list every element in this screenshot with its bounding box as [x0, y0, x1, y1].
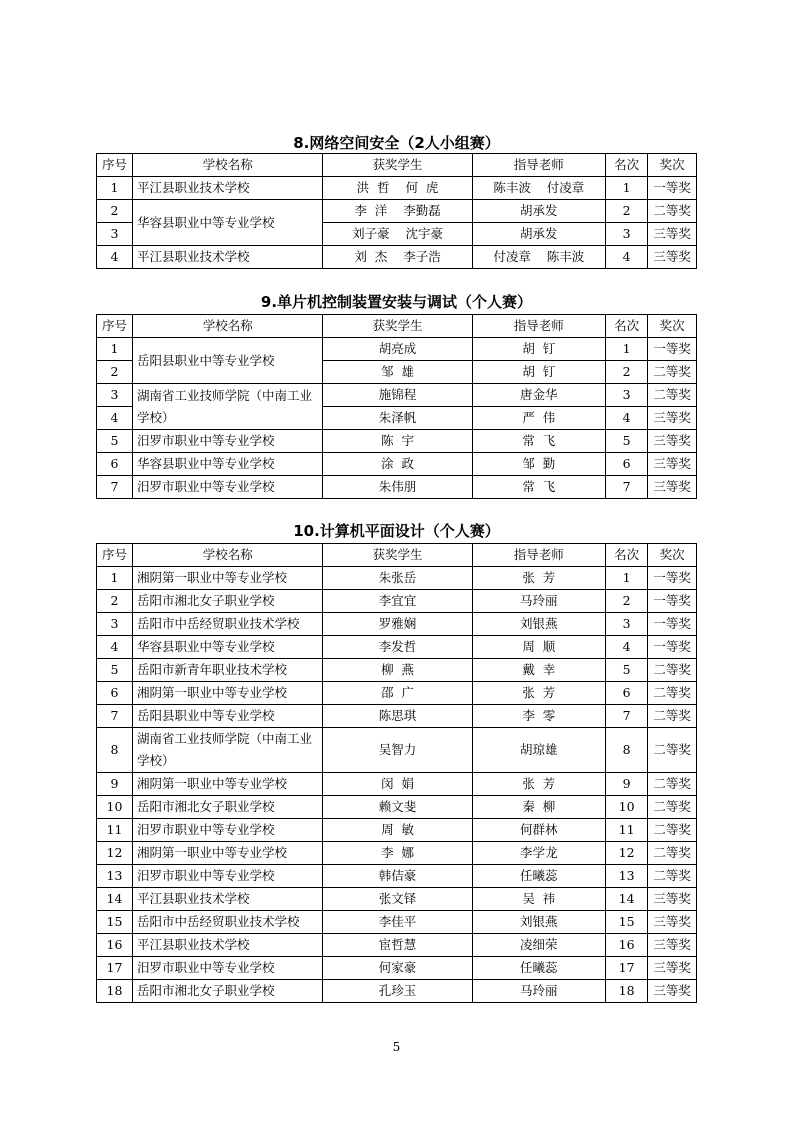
cell-students: 刘 杰 李子浩 — [323, 246, 472, 269]
cell-teachers: 李 零 — [472, 705, 605, 728]
cell-students: 李佳平 — [323, 911, 472, 934]
cell-students: 朱伟朋 — [323, 476, 472, 499]
cell-school: 湘阴第一职业中等专业学校 — [132, 682, 322, 705]
cell-teachers: 周 顺 — [472, 636, 605, 659]
cell-teachers: 胡 钉 — [472, 338, 605, 361]
cell-award: 二等奖 — [648, 728, 697, 773]
cell-teachers: 胡承发 — [472, 223, 605, 246]
header-cell: 学校名称 — [132, 154, 322, 177]
cell-school: 华容县职业中等专业学校 — [132, 453, 322, 476]
cell-school: 湘阴第一职业中等专业学校 — [132, 773, 322, 796]
table-row — [97, 796, 697, 819]
cell-rank: 15 — [605, 911, 647, 934]
cell-students: 柳 燕 — [323, 659, 472, 682]
cell-students: 宦哲慧 — [323, 934, 472, 957]
cell-school: 汨罗市职业中等专业学校 — [132, 819, 322, 842]
header-cell: 序号 — [97, 544, 133, 567]
cell-rank: 14 — [605, 888, 647, 911]
cell-no: 15 — [97, 911, 133, 934]
cell-award: 二等奖 — [648, 682, 697, 705]
table-row — [97, 865, 697, 888]
cell-award: 三等奖 — [648, 430, 697, 453]
cell-no: 3 — [97, 223, 133, 246]
cell-rank: 18 — [605, 980, 647, 1003]
table-row — [97, 819, 697, 842]
cell-teachers: 陈丰波 付凌章 — [472, 177, 605, 200]
header-cell: 学校名称 — [132, 315, 322, 338]
table-row — [97, 934, 697, 957]
cell-school: 岳阳市中岳经贸职业技术学校 — [132, 911, 322, 934]
header-cell: 学校名称 — [132, 544, 322, 567]
cell-no: 2 — [97, 200, 133, 223]
cell-students: 朱张岳 — [323, 567, 472, 590]
header-cell: 序号 — [97, 154, 133, 177]
header-cell: 序号 — [97, 315, 133, 338]
cell-rank: 1 — [605, 567, 647, 590]
cell-teachers: 任曦蕊 — [472, 957, 605, 980]
table-row — [97, 980, 697, 1003]
cell-no: 5 — [97, 430, 133, 453]
cell-award: 三等奖 — [648, 476, 697, 499]
cell-award: 二等奖 — [648, 659, 697, 682]
cell-no: 3 — [97, 613, 133, 636]
cell-students: 闵 娟 — [323, 773, 472, 796]
cell-no: 3 — [97, 384, 133, 407]
cell-rank: 6 — [605, 453, 647, 476]
cell-no: 6 — [97, 682, 133, 705]
cell-award: 一等奖 — [648, 613, 697, 636]
cell-school: 岳阳市湘北女子职业学校 — [132, 980, 322, 1003]
table-row — [97, 888, 697, 911]
cell-school: 平江县职业技术学校 — [132, 934, 322, 957]
cell-award: 三等奖 — [648, 223, 697, 246]
cell-rank: 6 — [605, 682, 647, 705]
cell-no: 11 — [97, 819, 133, 842]
cell-award: 二等奖 — [648, 200, 697, 223]
cell-award: 二等奖 — [648, 842, 697, 865]
cell-no: 2 — [97, 590, 133, 613]
header-cell: 奖次 — [648, 315, 697, 338]
cell-school: 岳阳市湘北女子职业学校 — [132, 796, 322, 819]
table-row — [97, 567, 697, 590]
cell-teachers: 严 伟 — [472, 407, 605, 430]
table-row — [97, 659, 697, 682]
cell-students: 涂 政 — [323, 453, 472, 476]
cell-no: 4 — [97, 407, 133, 430]
table-row — [97, 728, 697, 773]
award-table — [96, 543, 697, 1003]
cell-rank: 2 — [605, 361, 647, 384]
cell-award: 三等奖 — [648, 246, 697, 269]
cell-students: 李宜宜 — [323, 590, 472, 613]
cell-award: 二等奖 — [648, 819, 697, 842]
cell-no: 2 — [97, 361, 133, 384]
cell-no: 1 — [97, 338, 133, 361]
table-row — [97, 705, 697, 728]
cell-award: 二等奖 — [648, 384, 697, 407]
cell-school: 岳阳县职业中等专业学校 — [132, 338, 322, 384]
cell-no: 14 — [97, 888, 133, 911]
cell-teachers: 吴 祎 — [472, 888, 605, 911]
cell-teachers: 李学龙 — [472, 842, 605, 865]
cell-rank: 1 — [605, 177, 647, 200]
header-cell: 名次 — [605, 544, 647, 567]
header-cell: 指导老师 — [472, 154, 605, 177]
table-row — [97, 177, 697, 200]
cell-students: 朱泽帆 — [323, 407, 472, 430]
cell-school: 岳阳市湘北女子职业学校 — [132, 590, 322, 613]
cell-award: 二等奖 — [648, 705, 697, 728]
cell-students: 吴智力 — [323, 728, 472, 773]
cell-no: 5 — [97, 659, 133, 682]
cell-students: 何家豪 — [323, 957, 472, 980]
cell-school: 华容县职业中等专业学校 — [132, 200, 322, 246]
header-cell: 获奖学生 — [323, 154, 472, 177]
cell-students: 邹 雄 — [323, 361, 472, 384]
cell-award: 一等奖 — [648, 636, 697, 659]
cell-no: 9 — [97, 773, 133, 796]
cell-students: 陈 宇 — [323, 430, 472, 453]
cell-no: 12 — [97, 842, 133, 865]
cell-no: 17 — [97, 957, 133, 980]
cell-award: 一等奖 — [648, 590, 697, 613]
cell-award: 三等奖 — [648, 911, 697, 934]
award-table — [96, 314, 697, 499]
cell-school: 平江县职业技术学校 — [132, 177, 322, 200]
header-cell: 名次 — [605, 154, 647, 177]
cell-teachers: 常 飞 — [472, 430, 605, 453]
cell-rank: 2 — [605, 200, 647, 223]
cell-rank: 10 — [605, 796, 647, 819]
cell-rank: 17 — [605, 957, 647, 980]
cell-students: 陈思琪 — [323, 705, 472, 728]
cell-rank: 5 — [605, 659, 647, 682]
cell-teachers: 胡琼雄 — [472, 728, 605, 773]
cell-teachers: 马玲丽 — [472, 590, 605, 613]
table-row — [97, 842, 697, 865]
cell-school: 平江县职业技术学校 — [132, 246, 322, 269]
cell-students: 邵 广 — [323, 682, 472, 705]
cell-school: 湘阴第一职业中等专业学校 — [132, 842, 322, 865]
cell-students: 罗雅娴 — [323, 613, 472, 636]
cell-rank: 3 — [605, 223, 647, 246]
cell-award: 三等奖 — [648, 934, 697, 957]
header-cell: 获奖学生 — [323, 315, 472, 338]
cell-teachers: 付凌章 陈丰波 — [472, 246, 605, 269]
cell-students: 赖文斐 — [323, 796, 472, 819]
header-cell: 奖次 — [648, 154, 697, 177]
cell-teachers: 胡承发 — [472, 200, 605, 223]
cell-no: 18 — [97, 980, 133, 1003]
cell-school: 汨罗市职业中等专业学校 — [132, 430, 322, 453]
cell-students: 韩佶豪 — [323, 865, 472, 888]
cell-school: 岳阳县职业中等专业学校 — [132, 705, 322, 728]
table-header-row — [97, 544, 697, 567]
cell-school: 岳阳市中岳经贸职业技术学校 — [132, 613, 322, 636]
cell-teachers: 刘银燕 — [472, 911, 605, 934]
cell-no: 10 — [97, 796, 133, 819]
page-number: 5 — [392, 1040, 401, 1054]
cell-award: 一等奖 — [648, 177, 697, 200]
table-row — [97, 682, 697, 705]
cell-school: 湘阴第一职业中等专业学校 — [132, 567, 322, 590]
cell-rank: 8 — [605, 728, 647, 773]
cell-teachers: 刘银燕 — [472, 613, 605, 636]
table-row — [97, 613, 697, 636]
cell-students: 洪 哲 何 虎 — [323, 177, 472, 200]
cell-teachers: 张 芳 — [472, 773, 605, 796]
cell-award: 三等奖 — [648, 453, 697, 476]
cell-teachers: 马玲丽 — [472, 980, 605, 1003]
cell-no: 6 — [97, 453, 133, 476]
cell-teachers: 任曦蕊 — [472, 865, 605, 888]
cell-school: 岳阳市新青年职业技术学校 — [132, 659, 322, 682]
cell-award: 一等奖 — [648, 567, 697, 590]
section-title: 8.网络空间安全（2人小组赛） — [293, 134, 500, 152]
cell-rank: 9 — [605, 773, 647, 796]
cell-teachers: 胡 钉 — [472, 361, 605, 384]
cell-students: 胡亮成 — [323, 338, 472, 361]
header-cell: 奖次 — [648, 544, 697, 567]
cell-award: 三等奖 — [648, 957, 697, 980]
cell-teachers: 唐金华 — [472, 384, 605, 407]
cell-students: 周 敏 — [323, 819, 472, 842]
cell-students: 李 洋 李勤磊 — [323, 200, 472, 223]
cell-award: 二等奖 — [648, 773, 697, 796]
cell-rank: 4 — [605, 636, 647, 659]
cell-rank: 5 — [605, 430, 647, 453]
cell-no: 1 — [97, 567, 133, 590]
cell-students: 刘子豪 沈宇豪 — [323, 223, 472, 246]
cell-teachers: 常 飞 — [472, 476, 605, 499]
cell-rank: 4 — [605, 246, 647, 269]
cell-school: 湖南省工业技师学院（中南工业学校） — [132, 384, 322, 430]
cell-award: 二等奖 — [648, 796, 697, 819]
cell-teachers: 凌细荣 — [472, 934, 605, 957]
cell-teachers: 张 芳 — [472, 682, 605, 705]
cell-no: 7 — [97, 705, 133, 728]
cell-school: 湖南省工业技师学院（中南工业学校） — [132, 728, 322, 773]
cell-award: 二等奖 — [648, 361, 697, 384]
table-row — [97, 773, 697, 796]
table-row — [97, 384, 697, 407]
cell-rank: 2 — [605, 590, 647, 613]
cell-no: 1 — [97, 177, 133, 200]
cell-school: 汨罗市职业中等专业学校 — [132, 476, 322, 499]
cell-award: 二等奖 — [648, 865, 697, 888]
cell-students: 施锦程 — [323, 384, 472, 407]
cell-rank: 3 — [605, 613, 647, 636]
cell-award: 三等奖 — [648, 980, 697, 1003]
table-row — [97, 453, 697, 476]
section-title: 9.单片机控制装置安装与调试（个人赛） — [260, 293, 533, 311]
cell-no: 4 — [97, 636, 133, 659]
cell-rank: 4 — [605, 407, 647, 430]
cell-no: 16 — [97, 934, 133, 957]
cell-students: 李 娜 — [323, 842, 472, 865]
cell-rank: 16 — [605, 934, 647, 957]
cell-award: 三等奖 — [648, 407, 697, 430]
cell-no: 8 — [97, 728, 133, 773]
cell-students: 李发哲 — [323, 636, 472, 659]
cell-students: 孔珍玉 — [323, 980, 472, 1003]
cell-teachers: 张 芳 — [472, 567, 605, 590]
table-row — [97, 957, 697, 980]
table-row — [97, 636, 697, 659]
cell-no: 7 — [97, 476, 133, 499]
header-cell: 指导老师 — [472, 315, 605, 338]
header-cell: 指导老师 — [472, 544, 605, 567]
cell-teachers: 何群林 — [472, 819, 605, 842]
cell-teachers: 秦 柳 — [472, 796, 605, 819]
cell-teachers: 戴 幸 — [472, 659, 605, 682]
table-row — [97, 338, 697, 361]
cell-award: 一等奖 — [648, 338, 697, 361]
cell-rank: 13 — [605, 865, 647, 888]
cell-rank: 7 — [605, 476, 647, 499]
award-table — [96, 153, 697, 269]
cell-rank: 12 — [605, 842, 647, 865]
cell-rank: 11 — [605, 819, 647, 842]
cell-school: 汨罗市职业中等专业学校 — [132, 957, 322, 980]
header-cell: 获奖学生 — [323, 544, 472, 567]
table-row — [97, 200, 697, 223]
cell-school: 平江县职业技术学校 — [132, 888, 322, 911]
cell-students: 张文铎 — [323, 888, 472, 911]
table-row — [97, 430, 697, 453]
cell-school: 华容县职业中等专业学校 — [132, 636, 322, 659]
cell-award: 三等奖 — [648, 888, 697, 911]
cell-school: 汨罗市职业中等专业学校 — [132, 865, 322, 888]
header-cell: 名次 — [605, 315, 647, 338]
cell-rank: 1 — [605, 338, 647, 361]
table-row — [97, 911, 697, 934]
table-row — [97, 246, 697, 269]
table-header-row — [97, 315, 697, 338]
cell-no: 13 — [97, 865, 133, 888]
cell-rank: 3 — [605, 384, 647, 407]
table-row — [97, 476, 697, 499]
section-title: 10.计算机平面设计（个人赛） — [293, 522, 500, 540]
cell-teachers: 邹 勤 — [472, 453, 605, 476]
table-row — [97, 590, 697, 613]
table-header-row — [97, 154, 697, 177]
cell-no: 4 — [97, 246, 133, 269]
cell-rank: 7 — [605, 705, 647, 728]
